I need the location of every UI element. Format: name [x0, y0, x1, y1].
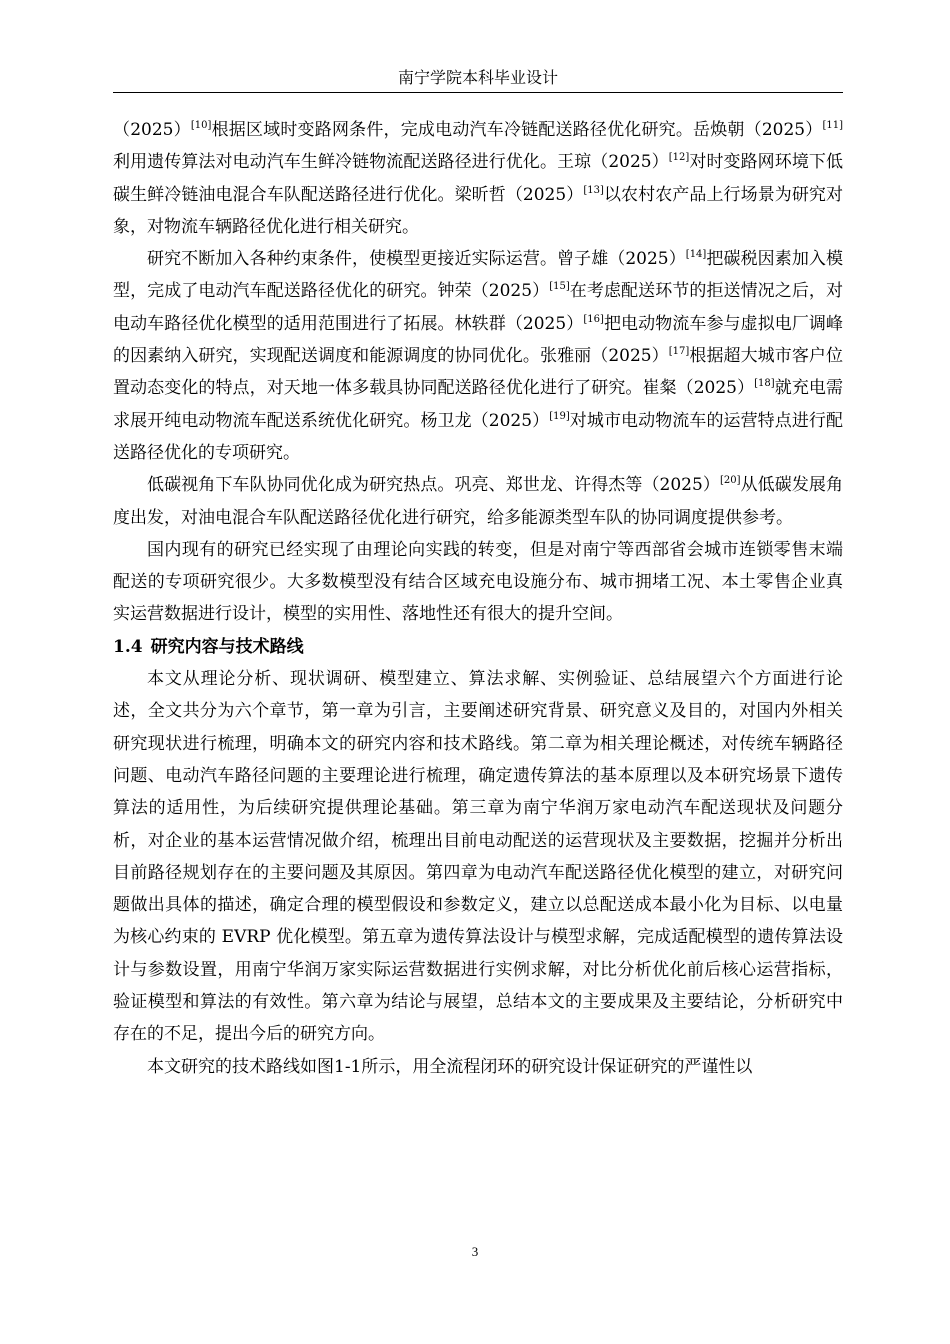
- citation-ref: [13]: [583, 184, 604, 196]
- text-run: 本文从理论分析、现状调研、模型建立、算法求解、实例验证、总结展望六个方面进行论述，全文共分为六个章节，第一章为引言，主要阐述研究背景、研究意义及目的，对国内外相关研究现状进行梳理，明确本文的研究内容和技术路线。第二章为相关理论概述，对传统车辆路径问题、电动汽车路径问题的主要理论进行梳理，确定遗传算法的基本原理以及本研究场景下遗传算法的适用性，为后续研究提供理论基础。第三章为南宁华润万家电动汽车配送现状及问题分析，对企业的基本运营情况做介绍，梳理出目前电动配送的运营现状及主要数据，挖掘并分析出目前路径规划存在的主要问题及其原因。第四章为电动汽车配送路径优化模型的建立，对研究问题做出具体的描述，确定合理的模型假设和参数定义，建立以总配送成本最小化为目标、以电量为核心约束的 EVRP 优化模型。第五章为遗传算法设计与模型求解，完成适配模型的遗传算法设计与参数设置，用南宁华润万家实际运营数据进行实例求解，对比分析优化前后核心运营指标，验证模型和算法的有效性。第六章为结论与展望，总结本文的主要成果及主要结论，分析研究中存在的不足，提出今后的研究方向。: [113, 669, 843, 1045]
- paragraph: [113, 534, 843, 631]
- page-number: 3: [471, 1244, 479, 1259]
- paragraph-group-literature: [113, 114, 843, 631]
- text-run: 对城市电动物流车的运营特点进行配送路径优化的专项研究。: [113, 410, 843, 463]
- citation-ref: [14]: [685, 249, 707, 261]
- text-run: 对时变路网环境下低碳生鲜冷链油电混合车队配送路径进行优化。梁昕哲（2025）: [113, 152, 844, 205]
- citation-ref: [20]: [719, 475, 741, 487]
- header-divider: [113, 92, 843, 93]
- citation-ref: [11]: [822, 120, 844, 131]
- text-run: 把碳税因素加入模型，完成了电动汽车配送路径优化的研究。钟荣（2025）: [113, 249, 844, 302]
- section-heading: [113, 631, 843, 663]
- text-run: 根据超大城市客户位置动态变化的特点，对天地一体多载具协同配送路径优化进行了研究。崔粲（2025）: [113, 346, 844, 399]
- text-run: 本文研究的技术路线如图1-1所示，用全流程闭环的研究设计保证研究的严谨性以: [147, 1056, 753, 1077]
- paragraph: [113, 114, 843, 243]
- citation-ref: [19]: [549, 410, 570, 422]
- paragraph-group-content: [113, 663, 843, 1083]
- paragraph: [113, 663, 843, 1051]
- text-run: 把电动物流车参与虚拟电厂调峰的因素纳入研究，实现配送调度和能源调度的协同优化。张雅丽（2025）: [113, 313, 844, 367]
- citation-ref: [12]: [668, 152, 690, 164]
- paragraph: [113, 469, 843, 534]
- text-run: 低碳视角下车队协同优化成为研究热点。巩亮、郑世龙、许得杰等（2025）: [147, 475, 720, 496]
- section-number: 1.4: [113, 636, 143, 657]
- page-header: 南宁学院本科毕业设计: [397, 68, 558, 87]
- text-run: 研究不断加入各种约束条件，使模型更接近实际运营。曾子雄（2025）: [147, 249, 686, 270]
- section-title: 研究内容与技术路线: [150, 636, 304, 657]
- paragraph: [113, 1051, 843, 1083]
- text-run: 从低碳发展角度出发，对油电混合车队配送路径优化进行研究，给多能源类型车队的协同调度提供参考。: [113, 475, 844, 528]
- text-run: 以农村农产品上行场景为研究对象，对物流车辆路径优化进行相关研究。: [113, 184, 844, 237]
- paragraph: [113, 243, 843, 469]
- citation-ref: [10]: [190, 120, 212, 131]
- text-run: 就充电需求展开纯电动物流车配送系统优化研究。杨卫龙（2025）: [113, 378, 844, 431]
- text-run: 在考虑配送环节的拒送情况之后，对电动车路径优化模型的适用范围进行了拓展。林轶群（2025）: [113, 281, 843, 334]
- citation-ref: [16]: [583, 313, 604, 325]
- citation-ref: [18]: [754, 378, 775, 390]
- body-text: [113, 114, 843, 1083]
- text-run: （2025）: [113, 120, 191, 140]
- text-run: 利用遗传算法对电动汽车生鲜冷链物流配送路径进行优化。王琼（2025）: [113, 152, 669, 173]
- text-run: 根据区域时变路网条件，完成电动汽车冷链配送路径优化研究。岳焕朝（2025）: [211, 120, 823, 140]
- citation-ref: [17]: [668, 346, 690, 358]
- text-run: 国内现有的研究已经实现了由理论向实践的转变，但是对南宁等西部省会城市连锁零售末端配送的专项研究很少。大多数模型没有结合区域充电设施分布、城市拥堵工况、本土零售企业真实运营数据进行设计，模型的实用性、落地性还有很大的提升空间。: [113, 539, 843, 625]
- citation-ref: [15]: [549, 281, 570, 293]
